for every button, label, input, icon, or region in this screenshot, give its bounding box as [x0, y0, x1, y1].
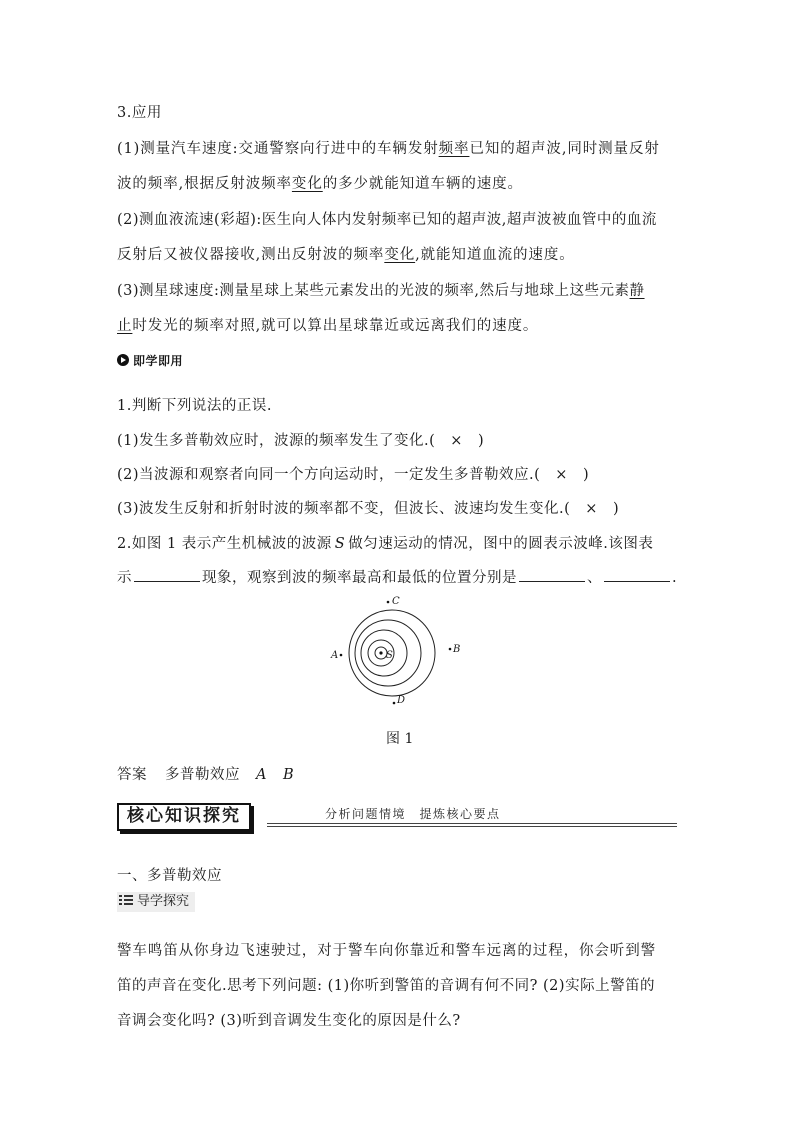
- play-icon: [117, 354, 129, 366]
- paragraph-line: (2)测血液流速(彩超):医生向人体内发射频率已知的超声波,超声波被血管中的血流: [117, 212, 657, 228]
- paragraph-line: 音调会变化吗? (3)听到音调发生变化的原因是什么?: [117, 1013, 461, 1029]
- list-icon: [119, 894, 133, 906]
- text: 已知的超声波,同时测量反射: [469, 141, 660, 157]
- fill-blank: [604, 569, 670, 582]
- question: [117, 532, 653, 553]
- answer-line: [117, 763, 294, 784]
- text: (1)测量汽车速度:交通警察向行进中的车辆发射: [117, 141, 439, 157]
- banner-rule: [267, 823, 677, 824]
- text: 、: [587, 570, 602, 586]
- point-b-dot: [449, 648, 452, 651]
- text: .: [672, 570, 678, 586]
- paragraph-line: [117, 314, 538, 335]
- text: 示: [117, 570, 132, 586]
- question: 1.判断下列说法的正误.: [117, 398, 272, 414]
- section-banner-subtitle: 分析问题情境 提炼核心要点: [325, 807, 501, 821]
- answer-point: B: [282, 767, 295, 783]
- section-banner-title: 核心知识探究: [117, 803, 251, 831]
- source-dot: [379, 651, 382, 654]
- paragraph-line: [117, 279, 645, 300]
- text: 时发光的频率对照,就可以算出星球靠近或远离我们的速度。: [132, 318, 539, 334]
- answer-text: 多普勒效应: [165, 767, 240, 783]
- guide-label-text: 导学探究: [137, 894, 190, 909]
- answer-label: 答案: [117, 767, 147, 783]
- section-banner: [117, 803, 677, 827]
- source-label: S: [386, 650, 393, 661]
- question-item: (2)当波源和观察者向同一个方向运动时，一定发生多普勒效应.( × ): [117, 467, 590, 483]
- text: 现象，观察到波的频率最高和最低的位置分别是: [202, 570, 517, 586]
- paragraph-line: [117, 172, 523, 193]
- guide-label: [117, 892, 195, 912]
- doppler-figure: [325, 596, 465, 714]
- text: ,就能知道血流的速度。: [415, 247, 575, 263]
- answer-point: A: [256, 767, 267, 783]
- wavefront-diagram: [325, 596, 465, 714]
- paragraph-line: [117, 137, 660, 158]
- subsection-heading: 一、多普勒效应: [117, 868, 222, 884]
- point-d-label: D: [397, 695, 406, 706]
- point-a-label: A: [331, 650, 339, 661]
- variable: S: [334, 536, 346, 552]
- paragraph-line: 笛的声音在变化.思考下列问题: (1)你听到警笛的音调有何不同? (2)实际上警笛的: [117, 978, 656, 994]
- point-c-dot: [387, 601, 390, 604]
- underlined-term: 频率: [438, 141, 470, 157]
- text: 反射后又被仪器接收,测出反射波的频率: [117, 247, 385, 263]
- underlined-term: 变化: [384, 247, 416, 263]
- section-heading: 3.应用: [117, 105, 162, 121]
- banner-rule: [267, 826, 677, 827]
- paragraph-line: 警车鸣笛从你身边飞速驶过，对于警车向你靠近和警车远离的过程，你会听到警: [117, 943, 656, 959]
- point-b-label: B: [453, 644, 461, 655]
- practice-label: [117, 352, 183, 369]
- text: 2.如图 1 表示产生机械波的波源: [117, 536, 332, 552]
- text: 的多少就能知道车辆的速度。: [322, 176, 523, 192]
- question-item: (3)波发生反射和折射时波的频率都不变，但波长、波速均发生变化.( × ): [117, 501, 620, 517]
- question: [117, 566, 677, 587]
- point-c-label: C: [392, 596, 400, 607]
- point-d-dot: [393, 702, 396, 705]
- practice-label-text: 即学即用: [133, 354, 184, 368]
- fill-blank: [134, 569, 200, 582]
- figure-caption: 图 1: [386, 731, 414, 747]
- text: 做匀速运动的情况，图中的圆表示波峰.该图表: [348, 536, 654, 552]
- question-item: (1)发生多普勒效应时，波源的频率发生了变化.( × ): [117, 433, 485, 449]
- paragraph-line: [117, 243, 575, 264]
- underlined-term: 止: [117, 318, 133, 334]
- point-a-dot: [340, 654, 343, 657]
- underlined-term: 静: [629, 283, 645, 299]
- underlined-term: 变化: [291, 176, 323, 192]
- text: 波的频率,根据反射波频率: [117, 176, 292, 192]
- text: (3)测星球速度:测量星球上某些元素发出的光波的频率,然后与地球上这些元素: [117, 283, 630, 299]
- fill-blank: [519, 569, 585, 582]
